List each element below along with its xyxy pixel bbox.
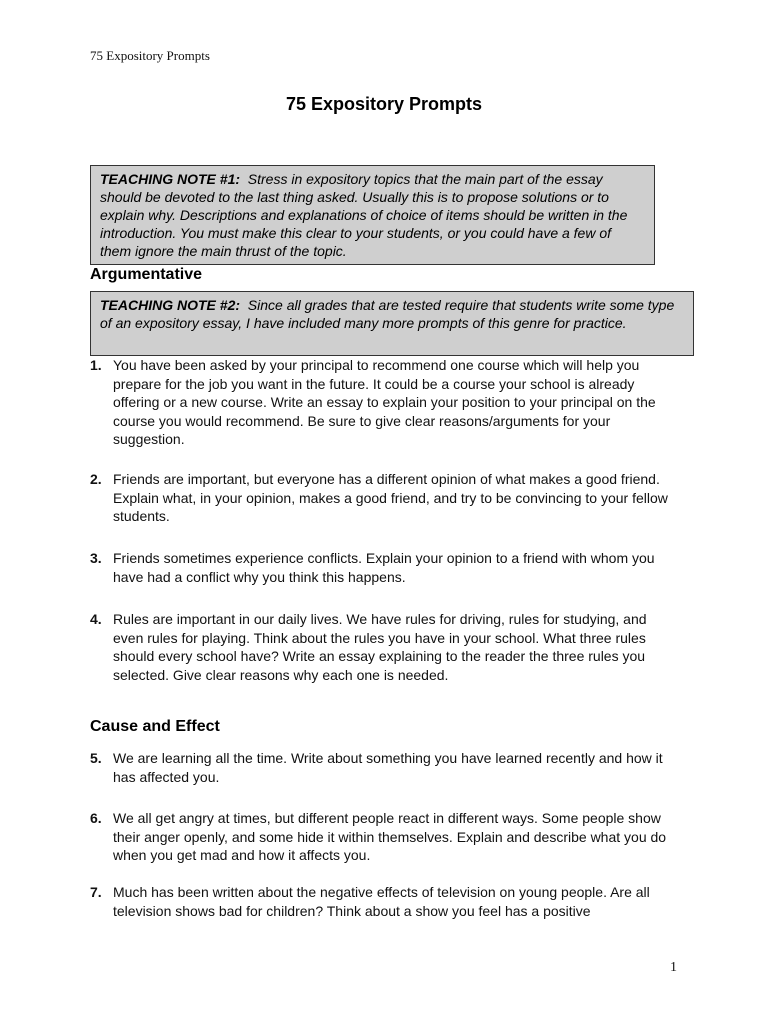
prompt-number: 3. (90, 550, 102, 566)
prompt-item-6 (90, 809, 680, 865)
teaching-note-2 (90, 291, 694, 356)
prompt-text: Much has been written about the negative effects of television on young people. Are all television shows bad for children? Think about a show you feel has a positive (113, 884, 650, 919)
prompt-item-2 (90, 470, 680, 526)
prompt-text: We all get angry at times, but different people react in different ways. Some people show their anger openly, and some hide it within themselves. Explain and describe what you do when you get mad and how it affects you. (113, 810, 667, 863)
running-header: 75 Expository Prompts (90, 48, 210, 63)
page-number: 1 (670, 960, 677, 975)
teaching-note-2-text: Since all grades that are tested require that students write some type of an expository essay, I have included many more prompts of this genre for practice. (100, 297, 675, 331)
section-heading-cause-and-effect: Cause and Effect (90, 718, 220, 735)
teaching-note-1-text: Stress in expository topics that the main part of the essay should be devoted to the last thing asked. Usually this is to propose solutions or to explain why. Descriptions and explanations of choice of items should be written in the introduction. You must make this clear to your students, or you could have a few of them ignore the main thrust of the topic. (100, 171, 628, 259)
prompt-number: 2. (90, 471, 102, 487)
prompt-item-4 (90, 610, 680, 684)
prompt-text: Friends are important, but everyone has a different opinion of what makes a good friend. Explain what, in your opinion, makes a good friend, and try to be convincing to your fellow students. (113, 471, 668, 524)
prompt-number: 6. (90, 810, 102, 826)
section-heading-argumentative: Argumentative (90, 266, 203, 283)
page-title: 75 Expository Prompts (285, 94, 483, 114)
prompt-item-1 (90, 356, 680, 449)
prompt-text: We are learning all the time. Write about something you have learned recently and how it has affected you. (113, 750, 663, 785)
teaching-note-1-label: TEACHING NOTE #1: (100, 171, 241, 187)
teaching-note-1 (90, 165, 655, 265)
prompt-text: Rules are important in our daily lives. We have rules for driving, rules for studying, and even rules for playing. Think about the rules you have in your school. What three rules should every school have? Write an essay explaining to the reader the three rules you selected. Give clear reasons why each one is needed. (113, 611, 647, 683)
prompt-number: 4. (90, 611, 102, 627)
prompt-number: 1. (90, 357, 102, 373)
prompt-text: Friends sometimes experience conflicts. Explain your opinion to a friend with whom you have had a conflict why you think this happens. (113, 550, 655, 585)
prompt-item-7 (90, 883, 680, 920)
prompt-number: 7. (90, 884, 102, 900)
prompt-item-5 (90, 749, 680, 786)
teaching-note-2-label: TEACHING NOTE #2: (100, 297, 241, 313)
prompt-text: You have been asked by your principal to recommend one course which will help you prepare for the job you want in the future. It could be a course your school is already offering or a new course. Write an essay to explain your position to your principal on the course you would recommend. Be sure to give clear reasons/arguments for your suggestion. (113, 357, 656, 447)
prompt-number: 5. (90, 750, 102, 766)
prompt-item-3 (90, 549, 680, 586)
